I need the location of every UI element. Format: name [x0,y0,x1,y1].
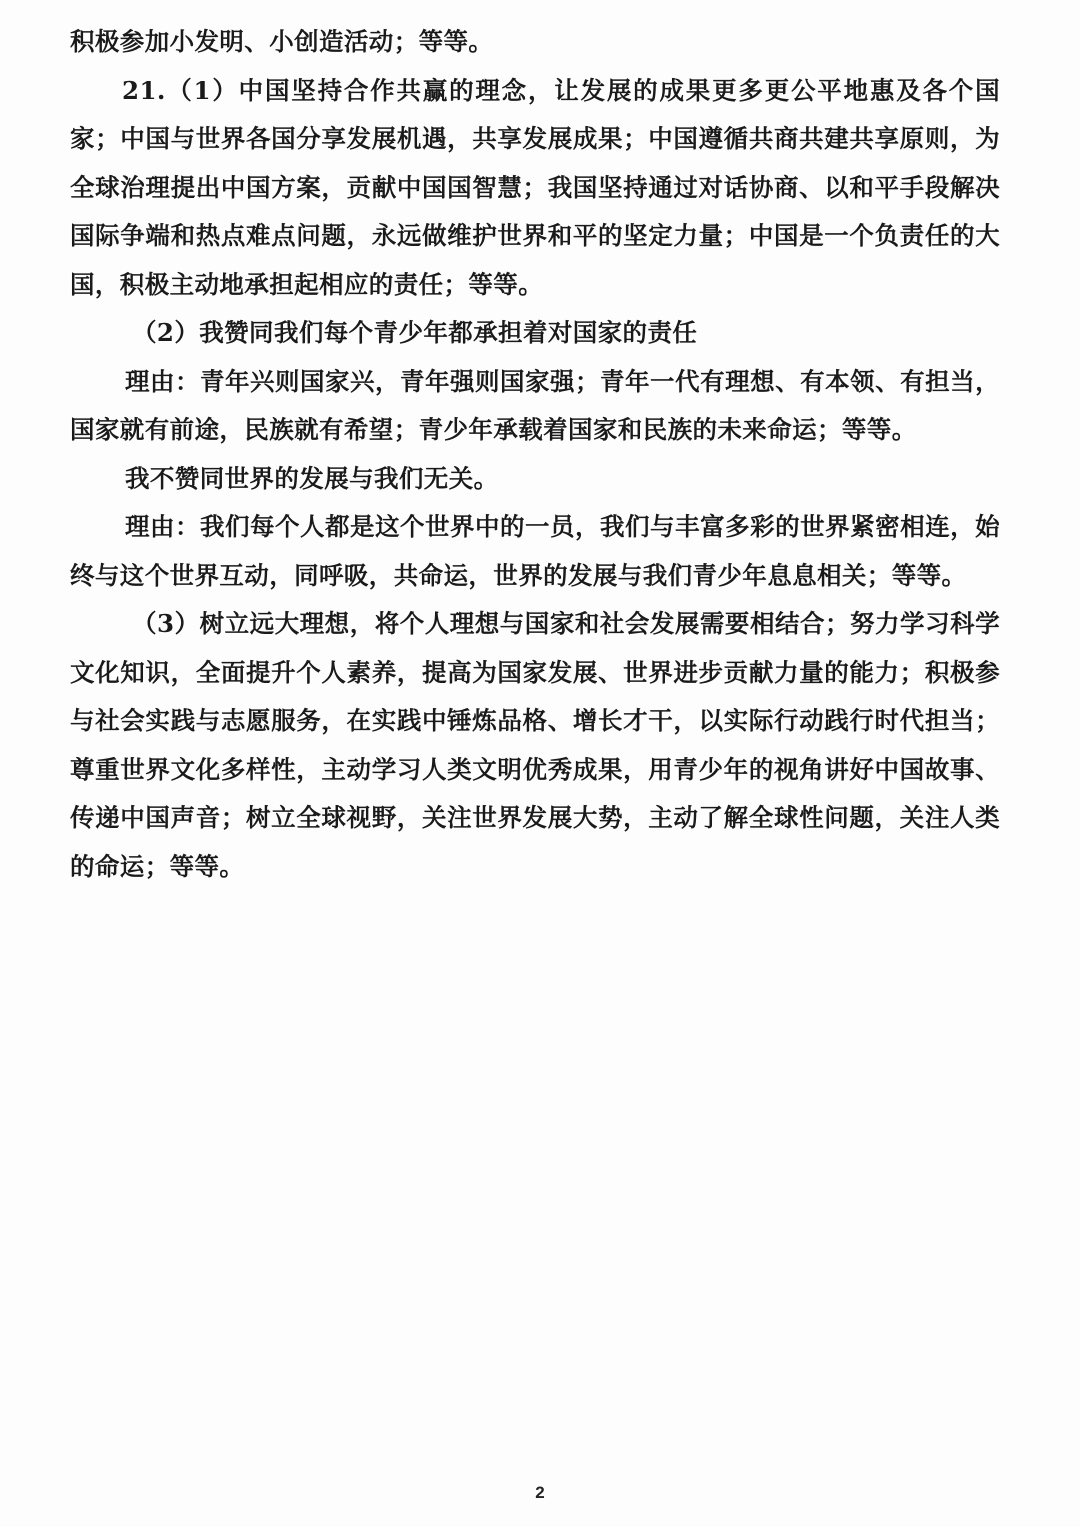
paragraph-q21-part2-disagree-reason: 理由：我们每个人都是这个世界中的一员，我们与丰富多彩的世界紧密相连，始终与这个世界互动，同呼吸，共命运，世界的发展与我们青少年息息相关；等等。 [70,512,1000,590]
paragraph-q21-part1: 21.（1）中国坚持合作共赢的理念，让发展的成果更多更公平地惠及各个国家；中国与世界各国分享发展机遇，共享发展成果；中国遵循共商共建共享原则，为全球治理提出中国方案，贡献中国国智慧；我国坚持通过对话协商、以和平手段解决国际争端和热点难点问题，永远做维护世界和平的坚定力量；中国是一个负责任的大国，积极主动地承担起相应的责任；等等。 [70,75,1000,299]
paragraph-q21-part2-stance: （2）我赞同我们每个青少年都承担着对国家的责任 [132,318,698,347]
page-number: 2 [535,1483,545,1502]
paragraph-q21-part2-disagree: 我不赞同世界的发展与我们无关。 [125,463,499,493]
answer-content [70,18,1000,891]
paragraph-q21-part2-reason: 理由：青年兴则国家兴，青年强则国家强；青年一代有理想、有本领、有担当，国家就有前途，民族就有希望；青少年承载着国家和民族的未来命运；等等。 [70,366,1000,444]
paragraph-q21-part3: （3）树立远大理想，将个人理想与国家和社会发展需要相结合；努力学习科学文化知识，全面提升个人素养，提高为国家发展、世界进步贡献力量的能力；积极参与社会实践与志愿服务，在实践中锤炼品格、增长才干，以实际行动践行时代担当；尊重世界文化多样性，主动学习人类文明优秀成果，用青少年的视角讲好中国故事、传递中国声音；树立全球视野，关注世界发展大势，主动了解全球性问题，关注人类的命运；等等。 [70,609,1000,881]
paragraph-continuation: 积极参加小发明、小创造活动；等等。 [70,27,494,56]
